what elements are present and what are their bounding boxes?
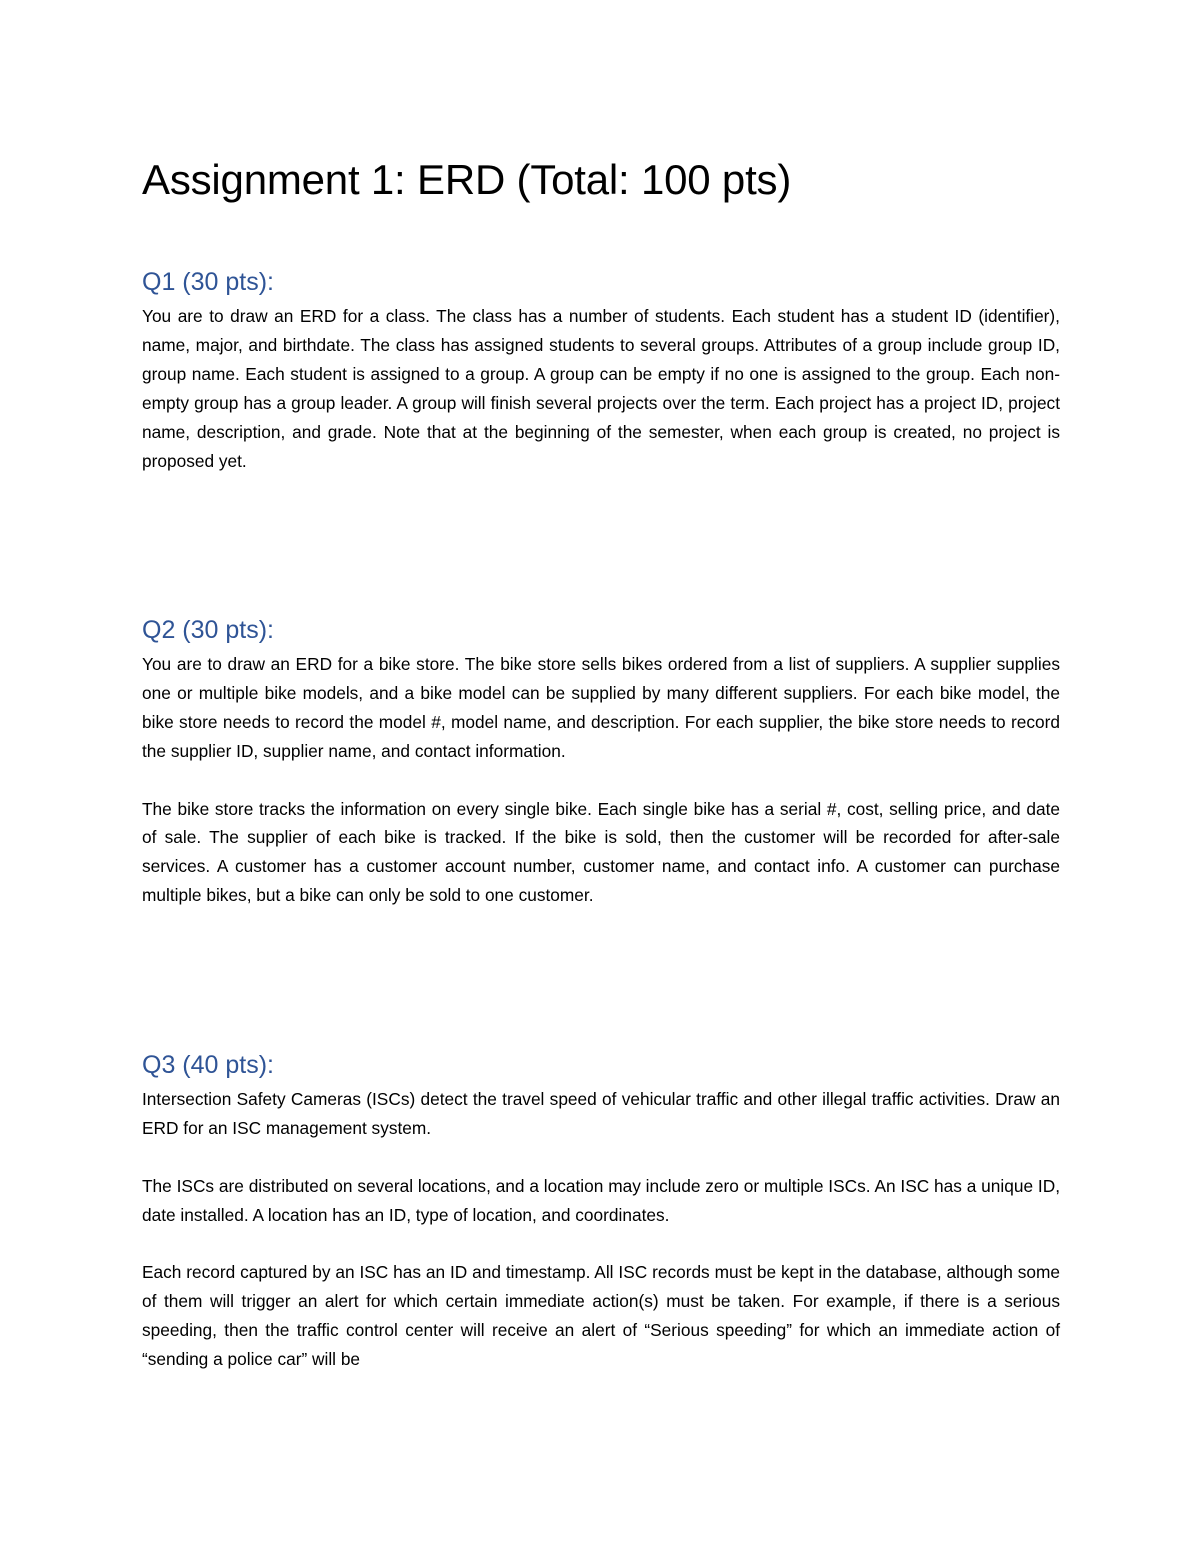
question-1-heading: Q1 (30 pts): xyxy=(142,268,274,296)
question-3-heading: Q3 (40 pts): xyxy=(142,1051,274,1079)
question-3-paragraph-1: Intersection Safety Cameras (ISCs) detect the travel speed of vehicular traffic and other illegal traffic activities. Draw an ERD for an ISC management system. xyxy=(142,1089,1060,1138)
question-3-paragraph-3: Each record captured by an ISC has an ID and timestamp. All ISC records must be kept in the database, although some of them will trigger an alert for which certain immediate action(s) must be taken. For example, if there is a serious speeding, then the traffic control center will receive an alert of “Serious speeding” for which an immediate action of “sending a police car” will be xyxy=(142,1262,1060,1370)
question-2-paragraph-1: You are to draw an ERD for a bike store. The bike store sells bikes ordered from a list of suppliers. A supplier supplies one or multiple bike models, and a bike model can be supplied by many different suppliers. For each bike model, the bike store needs to record the model #, model name, and description. For each supplier, the bike store needs to record the supplier ID, supplier name, and contact information. xyxy=(142,654,1060,761)
question-2-section xyxy=(142,614,1060,910)
question-1-paragraph-1: You are to draw an ERD for a class. The class has a number of students. Each student has a student ID (identifier), name, major, and birthdate. The class has assigned students to several groups. Attributes of a group include group ID, group name. Each student is assigned to a group. A group can be empty if no one is assigned to the group. Each non-empty group has a group leader. A group will finish several projects over the term. Each project has a project ID, project name, description, and grade. Note that at the beginning of the semester, when each group is created, no project is proposed yet. xyxy=(142,306,1060,471)
page-title: Assignment 1: ERD (Total: 100 pts) xyxy=(142,156,792,203)
question-3-section xyxy=(142,1049,1060,1374)
question-2-paragraph-2: The bike store tracks the information on every single bike. Each single bike has a serial #, cost, selling price, and date of sale. The supplier of each bike is tracked. If the bike is sold, then the customer will be recorded for after-sale services. A customer has a customer account number, customer name, and contact info. A customer can purchase multiple bikes, but a bike can only be sold to one customer. xyxy=(142,798,1060,906)
question-3-paragraph-2: The ISCs are distributed on several locations, and a location may include zero or multiple ISCs. An ISC has a unique ID, date installed. A location has an ID, type of location, and coordinates. xyxy=(142,1175,1060,1225)
question-1-section xyxy=(142,266,1060,475)
question-2-heading: Q2 (30 pts): xyxy=(142,616,274,644)
